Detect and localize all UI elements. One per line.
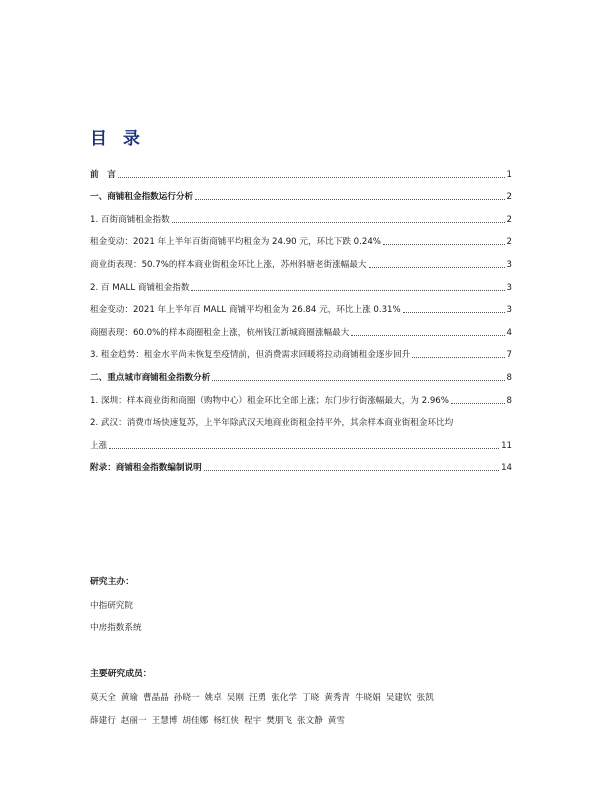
member-name: 赵丽一 <box>120 716 147 726</box>
toc-entry[interactable] <box>90 429 512 452</box>
toc-entry-page: 3 <box>506 305 512 316</box>
toc-entry[interactable] <box>90 316 512 339</box>
member-name: 张凯 <box>416 693 434 703</box>
members-line <box>90 691 520 703</box>
toc-entry-page: 1 <box>506 169 512 180</box>
toc-leader-dots <box>383 244 505 245</box>
member-name: 杨红侠 <box>213 716 239 726</box>
toc-leader-dots <box>451 403 505 404</box>
toc-entry-text: 租金变动：2021 年上半年百 MALL 商铺平均租金为 26.84 元，环比上涨 0.31% <box>90 305 401 316</box>
members-heading: 主要研究成员： <box>90 669 152 679</box>
member-name: 黄瑜 <box>120 693 138 703</box>
organizer-item: 中指研究院 <box>90 601 133 611</box>
member-name: 孙晓一 <box>173 693 200 703</box>
member-name: 黄秀青 <box>324 693 350 703</box>
toc-entry-page: 8 <box>506 395 512 406</box>
member-name: 姚卓 <box>204 693 222 703</box>
toc-leader-dots <box>351 335 504 336</box>
members-section <box>90 666 520 737</box>
toc-entry[interactable] <box>90 271 512 294</box>
toc-entry-page: 3 <box>506 282 512 293</box>
toc-entry-text: 2. 武汉：消费市场快速复苏，上半年除武汉天地商业街租金持平外，其余样本商业街租金环比均 <box>90 418 454 429</box>
toc-entry-text: 前 言 <box>90 169 116 180</box>
toc-leader-dots <box>195 199 504 200</box>
toc-entry[interactable] <box>90 384 512 407</box>
toc-entry-page: 2 <box>506 214 512 225</box>
member-name: 吴刚 <box>226 693 244 703</box>
toc-entry[interactable] <box>90 361 512 384</box>
toc-title: 目 录 <box>90 129 145 149</box>
table-of-contents <box>90 158 512 474</box>
toc-entry[interactable] <box>90 158 512 181</box>
member-name: 曹晶晶 <box>143 693 169 703</box>
toc-entry-text: 2. 百 MALL 商铺租金指数 <box>90 282 190 293</box>
member-name: 胡佳娜 <box>182 716 209 726</box>
member-name: 汪勇 <box>249 693 267 703</box>
member-name: 丁晓 <box>302 693 320 703</box>
toc-leader-dots <box>412 357 504 358</box>
organizer-item: 中房指数系统 <box>90 623 142 633</box>
member-name: 黄雪 <box>327 716 345 726</box>
toc-entry-text: 上涨 <box>90 440 108 451</box>
member-name: 张文静 <box>296 716 323 726</box>
toc-entry[interactable] <box>90 203 512 226</box>
toc-entry-text: 二、重点城市商铺租金指数分析 <box>90 372 211 383</box>
toc-leader-dots <box>109 448 499 449</box>
toc-entry-text: 一、商铺租金指数运行分析 <box>90 192 194 203</box>
toc-entry[interactable] <box>90 248 512 271</box>
toc-entry-page: 3 <box>506 259 512 270</box>
toc-entry[interactable] <box>90 339 512 362</box>
toc-leader-dots <box>204 470 499 471</box>
toc-entry-text: 商圈表现：60.0%的样本商圈租金上涨，杭州钱江新城商圈涨幅最大 <box>90 327 350 338</box>
member-name: 张化学 <box>271 693 297 703</box>
toc-entry-page: 11 <box>501 440 512 451</box>
members-line <box>90 714 520 726</box>
toc-entry[interactable] <box>90 294 512 317</box>
toc-entry-line1[interactable] <box>90 407 512 430</box>
organizers-heading: 研究主办： <box>90 577 134 587</box>
toc-entry-text: 3. 租金趋势：租金水平尚未恢复至疫情前，但消费需求回暖将拉动商铺租金逐步回升 <box>90 350 411 361</box>
toc-entry[interactable] <box>90 226 512 249</box>
member-name: 牛晓娟 <box>355 693 381 703</box>
toc-entry-text: 租金变动：2021 年上半年百街商铺平均租金为 24.90 元，环比下跌 0.24% <box>90 237 381 248</box>
toc-leader-dots <box>403 312 505 313</box>
toc-entry-text: 1. 深圳：样本商业街和商圈（购物中心）租金环比全部上涨；东门步行街涨幅最大，为 2.96% <box>90 395 449 406</box>
member-name: 薛建行 <box>90 716 116 726</box>
organizers-section <box>90 574 520 643</box>
toc-entry-page: 7 <box>506 350 512 361</box>
toc-leader-dots <box>212 380 504 381</box>
toc-leader-dots <box>191 290 504 291</box>
member-name: 樊朋飞 <box>266 716 292 726</box>
toc-entry-page: 2 <box>506 192 512 203</box>
member-name: 程宇 <box>243 716 262 726</box>
toc-entry-page: 2 <box>506 237 512 248</box>
toc-entry-page: 14 <box>501 463 512 474</box>
toc-entry[interactable] <box>90 181 512 204</box>
toc-entry[interactable] <box>90 452 512 475</box>
toc-entry-text: 附录：商铺租金指数编制说明 <box>90 463 202 474</box>
toc-leader-dots <box>118 177 505 178</box>
toc-entry-text: 1. 百街商铺租金指数 <box>90 214 170 225</box>
toc-leader-dots <box>172 222 505 223</box>
member-name: 莫天全 <box>90 693 116 703</box>
toc-leader-dots <box>369 267 505 268</box>
member-name: 吴建钦 <box>385 693 412 703</box>
toc-entry-page: 8 <box>506 372 512 383</box>
toc-entry-text: 商业街表现：50.7%的样本商业街租金环比上涨，苏州斜塘老街涨幅最大 <box>90 259 367 270</box>
toc-entry-page: 4 <box>506 327 512 338</box>
member-name: 王慧博 <box>151 716 178 726</box>
